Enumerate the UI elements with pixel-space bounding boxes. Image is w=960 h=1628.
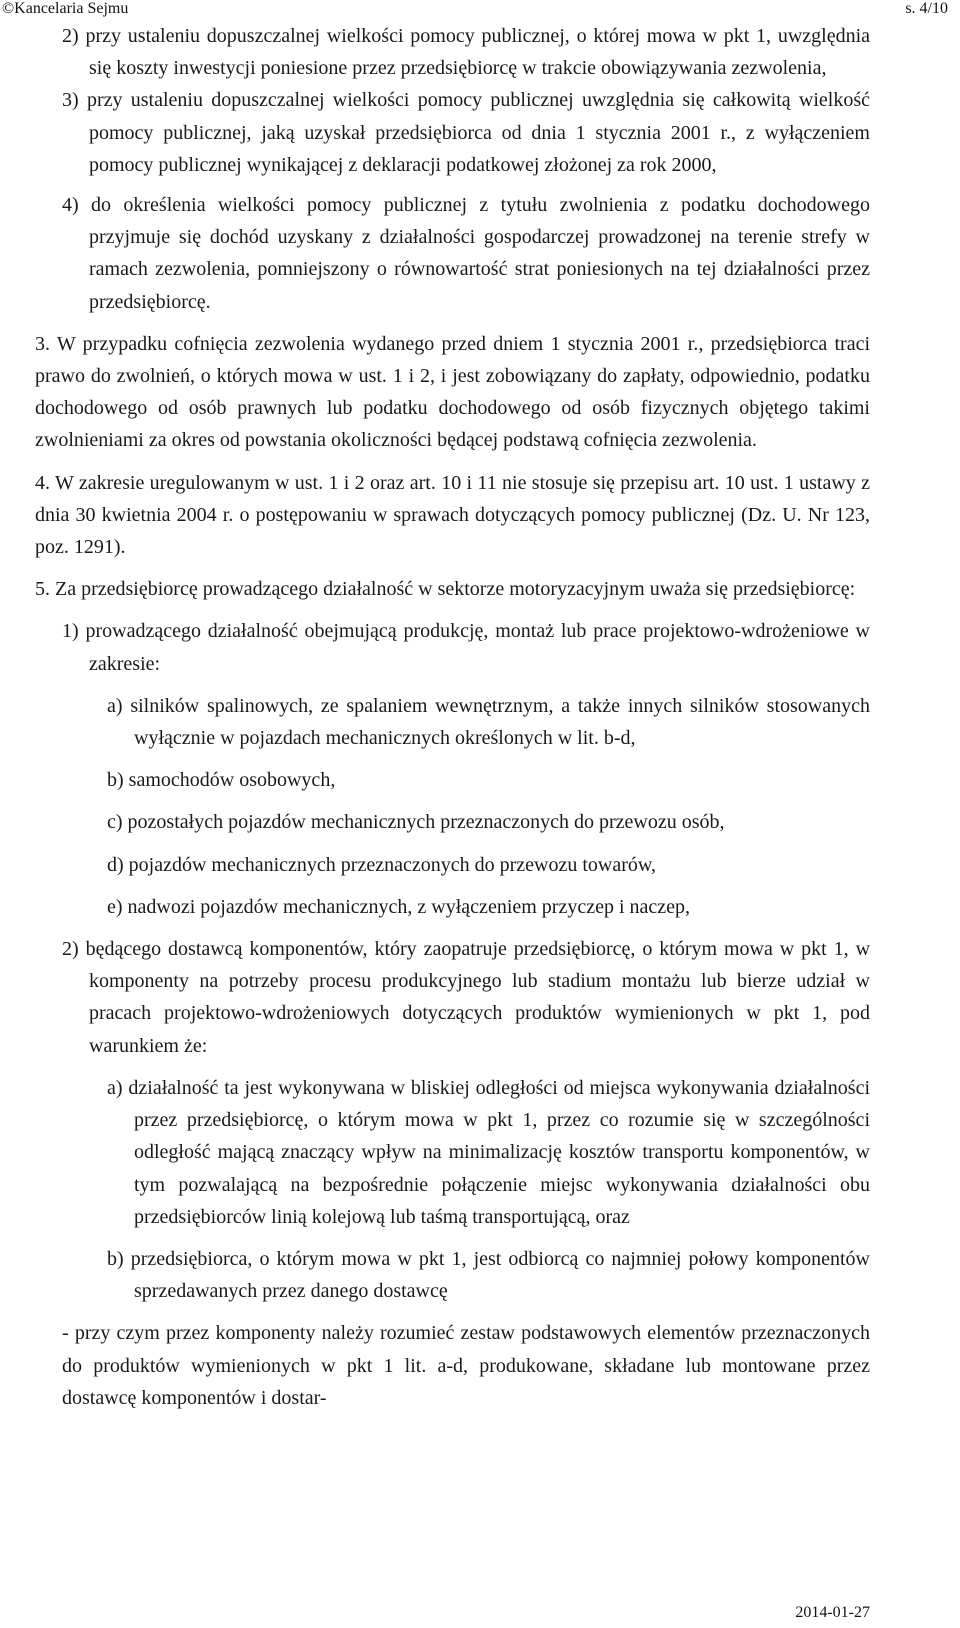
footer-date: 2014-01-27 [795,1604,870,1621]
subitem-text: przedsiębiorca, o którym mowa w pkt 1, jest odbiorcą co najmniej połowy komponentów sprzedawanych przez danego dostawcę [130,1247,871,1303]
list-subitem [107,690,870,754]
paragraph [35,467,870,564]
list-subitem [107,764,870,796]
list-item [62,933,870,1062]
closing-paragraph [62,1317,870,1414]
subitem-label: b) [107,769,124,792]
subitem-text: nadwozi pojazdów mechanicznych, z wyłączeniem przyczep i naczep, [127,895,691,918]
list-item [62,20,870,84]
item-label: 2) [62,938,79,961]
subitem-text: pojazdów mechanicznych przeznaczonych do przewozu towarów, [128,853,657,876]
paragraph-label: 4. [35,471,50,494]
list-subitem [107,1243,870,1307]
paragraph [35,573,870,605]
paragraph-text: W zakresie uregulowanym w ust. 1 i 2 oraz art. 10 i 11 nie stosuje się przepisu art. 10 ust. 1 ustawy z dnia 30 kwietnia 2004 r. o postępowaniu w sprawach dotyczących pomocy publicznej (Dz. U. Nr 123, poz. 1291). [35,471,871,559]
list-item [62,189,870,318]
subitem-label: a) [107,694,123,717]
item-label: 3) [62,89,79,112]
list-subitem [107,891,870,923]
item-label: 1) [62,620,79,643]
item-text: przy ustaleniu dopuszczalnej wielkości pomocy publicznej, o której mowa w pkt 1, uwzględnia się koszty inwestycji poniesione przez przedsiębiorcę w trakcie obowiązywania zezwolenia, [85,25,871,80]
subitem-text: pozostałych pojazdów mechanicznych przeznaczonych do przewozu osób, [127,811,725,834]
document-body [35,20,871,1424]
header-page-number: s. 4/10 [905,0,948,17]
item-text: do określenia wielkości pomocy publicznej z tytułu zwolnienia z podatku dochodowego przyjmuje się dochód uzyskany z działalności gospodarczej prowadzonej na terenie strefy w ramach zezwolenia, pomniejszony o równowartość strat poniesionych na tej działalności przez przedsiębiorcę. [89,194,870,313]
paragraph [35,328,870,457]
item-label: 2) [62,25,79,47]
subitem-label: d) [107,853,124,876]
item-text: przy ustaleniu dopuszczalnej wielkości pomocy publicznej uwzględnia się całkowitą wielkość pomocy publicznej, jaką uzyskał przedsiębiorca od dnia 1 stycznia 2001 r., z wyłączeniem pomocy publicznej wynikającej z deklaracji podatkowej złożonej za rok 2000, [86,89,871,176]
subitem-label: a) [107,1076,123,1099]
subitem-label: c) [107,811,123,834]
subitem-text: silników spalinowych, ze spalaniem wewnętrznym, a także innych silników stosowanych wyłącznie w pojazdach mechanicznych określonych w lit. b-d, [130,694,870,750]
subitem-text: samochodów osobowych, [128,769,336,792]
dash-label: - [62,1322,69,1345]
item-text: prowadzącego działalność obejmującą produkcję, montaż lub prace projektowo-wdrożeniowe w zakresie: [85,620,871,675]
closing-text: przy czym przez komponenty należy rozumieć zestaw podstawowych elementów przeznaczonych do produktów wymienionych w pkt 1 lit. a-d, produkowane, składane lub montowane przez dostawcę komponentów i dostar- [62,1322,870,1409]
subitem-label: e) [107,895,123,918]
subitem-label: b) [107,1247,124,1270]
list-subitem [107,849,870,881]
list-item [62,84,870,181]
subitem-text: działalność ta jest wykonywana w bliskiej odległości od miejsca wykonywania działalności przez przedsiębiorcę, o którym mowa w pkt 1, przez co rozumie się w szczególności odległość mającą znaczący wpływ na minimalizację kosztów transportu komponentów, w tym pozwalającą na bezpośrednie połączenie miejsc wykonywania działalności obu przedsiębiorców linią kolejową lub taśmą transportującą, oraz [128,1076,871,1228]
paragraph-label: 5. [35,578,50,601]
list-item [62,615,870,679]
list-subitem [107,1072,870,1233]
item-text: będącego dostawcą komponentów, który zaopatruje przedsiębiorcę, o którym mowa w pkt 1, w komponenty na potrzeby procesu produkcyjnego lub stadium montażu lub bierze udział w pracach projektowo-wdrożeniowych dotyczących produktów wymienionych w pkt 1, pod warunkiem że: [85,938,871,1057]
paragraph-label: 3. [35,332,50,355]
item-label: 4) [62,194,79,217]
paragraph-text: Za przedsiębiorcę prowadzącego działalność w sektorze motoryzacyjnym uważa się przedsiębiorcę: [55,578,856,601]
paragraph-text: W przypadku cofnięcia zezwolenia wydanego przed dniem 1 stycznia 2001 r., przedsiębiorca traci prawo do zwolnień, o których mowa w ust. 1 i 2, i jest zobowiązany do zapłaty, odpowiednio, podatku dochodowego od osób prawnych lub podatku dochodowego od osób fizycznych objętego takimi zwolnieniami za okres od powstania okoliczności będącej podstawą cofnięcia zezwolenia. [35,332,871,452]
list-subitem [107,806,870,838]
header-source: ©Kancelaria Sejmu [2,0,129,17]
